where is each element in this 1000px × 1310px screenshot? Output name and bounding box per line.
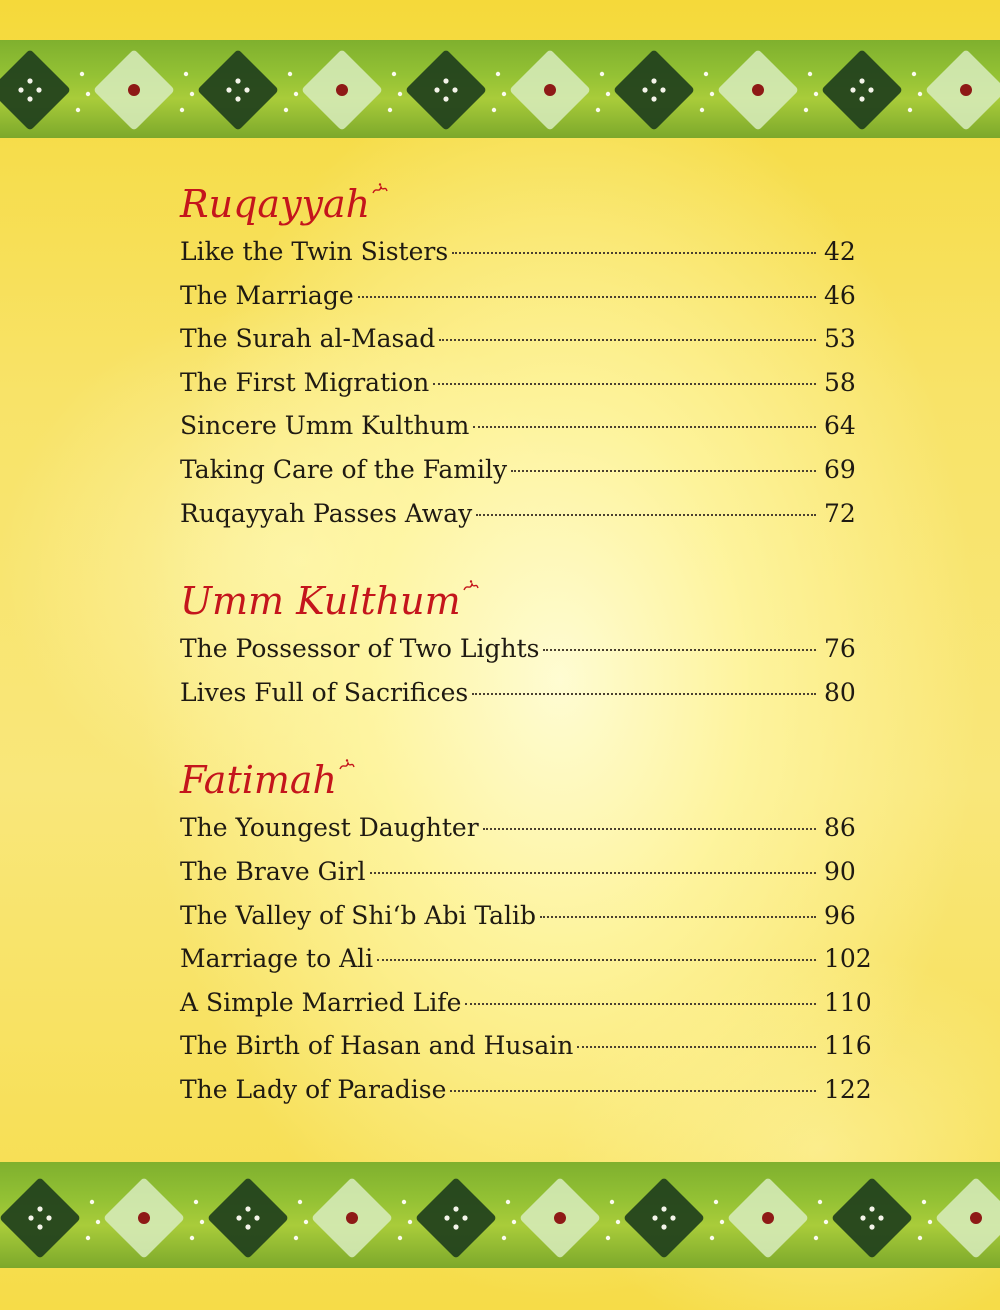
accent-dots bbox=[86, 1200, 100, 1240]
top-decorative-border bbox=[0, 40, 1000, 138]
section-title: Ruqayyah bbox=[180, 180, 880, 230]
entry-label: The Valley of Shi‘b Abi Talib bbox=[180, 900, 537, 930]
accent-dots bbox=[804, 72, 818, 112]
entry-page-number: 76 bbox=[824, 634, 856, 664]
dot-leader bbox=[465, 1003, 816, 1005]
toc-entry[interactable] bbox=[180, 806, 880, 850]
section-ruqayyah bbox=[180, 180, 880, 535]
honorific-calligraphy-icon bbox=[338, 758, 356, 772]
bottom-border-tiles bbox=[0, 1162, 1000, 1268]
entry-page-number: 80 bbox=[824, 677, 856, 707]
entry-label: Lives Full of Sacrifices bbox=[180, 677, 469, 707]
diamond-tile bbox=[0, 49, 71, 131]
accent-dots bbox=[710, 1200, 724, 1240]
toc-entry[interactable] bbox=[180, 981, 880, 1025]
dot-leader bbox=[452, 252, 816, 254]
dot-leader bbox=[472, 693, 816, 695]
diamond-tile bbox=[727, 1177, 809, 1259]
diamond-tile bbox=[613, 49, 695, 131]
accent-dots bbox=[294, 1200, 308, 1240]
section-title: Fatimah bbox=[180, 756, 880, 806]
dot-leader bbox=[377, 959, 816, 961]
diamond-tile bbox=[717, 49, 799, 131]
entry-label: The Lady of Paradise bbox=[180, 1074, 447, 1104]
toc-entry[interactable] bbox=[180, 274, 880, 318]
table-of-contents bbox=[180, 180, 880, 1154]
entry-page-number: 46 bbox=[824, 280, 856, 310]
entry-label: Sincere Umm Kulthum bbox=[180, 411, 470, 441]
entry-page-number: 69 bbox=[824, 454, 856, 484]
honorific-calligraphy-icon bbox=[462, 579, 480, 593]
diamond-tile bbox=[93, 49, 175, 131]
entry-label: Taking Care of the Family bbox=[180, 454, 508, 484]
entry-label: The Possessor of Two Lights bbox=[180, 634, 540, 664]
entry-page-number: 42 bbox=[824, 237, 856, 266]
diamond-tile bbox=[821, 49, 903, 131]
toc-entry[interactable] bbox=[180, 230, 880, 274]
entry-page-number: 102 bbox=[824, 944, 872, 974]
entry-label: Ruqayyah Passes Away bbox=[180, 498, 473, 528]
dot-leader bbox=[439, 339, 816, 341]
toc-entry[interactable] bbox=[180, 937, 880, 981]
diamond-tile bbox=[103, 1177, 185, 1259]
entry-label: The Brave Girl bbox=[180, 856, 366, 886]
diamond-tile bbox=[197, 49, 279, 131]
diamond-tile bbox=[405, 49, 487, 131]
accent-dots bbox=[398, 1200, 412, 1240]
accent-dots bbox=[596, 72, 610, 112]
dot-leader bbox=[450, 1090, 816, 1092]
toc-entry[interactable] bbox=[180, 404, 880, 448]
dot-leader bbox=[473, 426, 816, 428]
entry-page-number: 72 bbox=[824, 498, 856, 528]
accent-dots bbox=[190, 1200, 204, 1240]
dot-leader bbox=[540, 916, 816, 918]
entry-page-number: 90 bbox=[824, 856, 856, 886]
diamond-tile bbox=[311, 1177, 393, 1259]
dot-leader bbox=[577, 1046, 816, 1048]
toc-entry[interactable] bbox=[180, 894, 880, 938]
accent-dots bbox=[284, 72, 298, 112]
dot-leader bbox=[543, 649, 816, 651]
diamond-tile bbox=[509, 49, 591, 131]
diamond-tile bbox=[925, 49, 1000, 131]
entry-label: The First Migration bbox=[180, 367, 430, 397]
dot-leader bbox=[476, 514, 816, 516]
entry-page-number: 53 bbox=[824, 324, 856, 354]
section-fatimah bbox=[180, 756, 880, 1111]
accent-dots bbox=[180, 72, 194, 112]
entry-page-number: 58 bbox=[824, 367, 856, 397]
entry-label: The Marriage bbox=[180, 280, 354, 310]
toc-entry[interactable] bbox=[180, 492, 880, 536]
toc-entry[interactable] bbox=[180, 448, 880, 492]
diamond-tile bbox=[207, 1177, 289, 1259]
toc-entry[interactable] bbox=[180, 361, 880, 405]
honorific-calligraphy-icon bbox=[371, 182, 389, 196]
dot-leader bbox=[358, 296, 816, 298]
diamond-tile bbox=[831, 1177, 913, 1259]
entry-label: A Simple Married Life bbox=[180, 987, 462, 1017]
entry-page-number: 110 bbox=[824, 987, 872, 1017]
bottom-decorative-border bbox=[0, 1162, 1000, 1268]
entry-page-number: 122 bbox=[824, 1074, 872, 1104]
accent-dots bbox=[502, 1200, 516, 1240]
toc-entry[interactable] bbox=[180, 1068, 880, 1112]
entry-page-number: 96 bbox=[824, 900, 856, 930]
dot-leader bbox=[511, 470, 816, 472]
entry-page-number: 64 bbox=[824, 411, 856, 441]
dot-leader bbox=[433, 383, 816, 385]
accent-dots bbox=[492, 72, 506, 112]
accent-dots bbox=[918, 1200, 932, 1240]
section-title: Umm Kulthum bbox=[180, 577, 880, 627]
entry-page-number: 86 bbox=[824, 813, 856, 843]
accent-dots bbox=[908, 72, 922, 112]
entry-label: The Birth of Hasan and Husain bbox=[180, 1031, 574, 1061]
diamond-tile bbox=[519, 1177, 601, 1259]
toc-entry[interactable] bbox=[180, 317, 880, 361]
accent-dots bbox=[700, 72, 714, 112]
toc-entry[interactable] bbox=[180, 850, 880, 894]
entry-label: The Surah al-Masad bbox=[180, 324, 436, 354]
accent-dots bbox=[606, 1200, 620, 1240]
section-umm-kulthum bbox=[180, 577, 880, 714]
toc-entry[interactable] bbox=[180, 1024, 880, 1068]
diamond-tile bbox=[301, 49, 383, 131]
accent-dots bbox=[814, 1200, 828, 1240]
entry-page-number: 116 bbox=[824, 1031, 872, 1061]
entry-label: The Youngest Daughter bbox=[180, 813, 479, 843]
diamond-tile bbox=[623, 1177, 705, 1259]
accent-dots bbox=[388, 72, 402, 112]
toc-entry[interactable] bbox=[180, 671, 880, 715]
dot-leader bbox=[483, 828, 816, 830]
diamond-tile bbox=[935, 1177, 1000, 1259]
accent-dots bbox=[76, 72, 90, 112]
entry-label: Like the Twin Sisters bbox=[180, 237, 449, 266]
entry-label: Marriage to Ali bbox=[180, 944, 374, 974]
top-border-tiles bbox=[0, 40, 1000, 138]
diamond-tile bbox=[0, 1177, 81, 1259]
toc-entry[interactable] bbox=[180, 627, 880, 671]
diamond-tile bbox=[415, 1177, 497, 1259]
dot-leader bbox=[370, 872, 816, 874]
